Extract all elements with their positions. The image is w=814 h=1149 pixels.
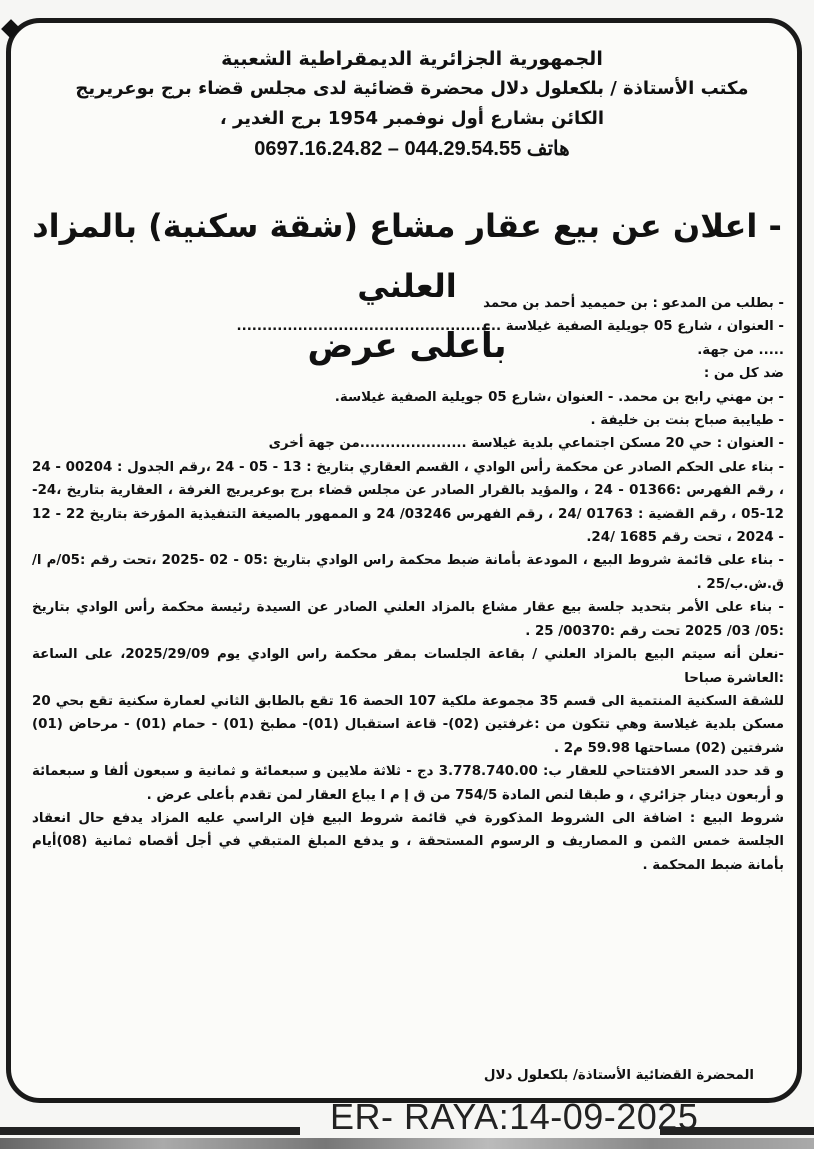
office-phone: هاتف 044.29.54.55 – 0697.16.24.82	[254, 138, 570, 160]
notice-paragraph: للشقة السكنية المنتمية الى قسم 35 مجموعة ملكية 107 الحصة 16 تقع بالطابق الثاني لعمارة سكنية تقع بحي 20 مسكن بلدية غيلاسة وهي تتكون من :غرفتين (02)- قاعة استقبال (01)- مطبخ (01) - حمام (01) - مرحاض (01) شرفتين (02) مساحتها 59.98 م2 .	[32, 693, 784, 756]
notice-paragraph: -نعلن أنه سيتم البيع بالمزاد العلني / بقاعة الجلسات بمقر محكمة راس الوادي يوم 2025/29/09، على الساعة :العاشرة صباحا	[32, 647, 784, 686]
title-line-1: - اعلان عن بيع عقار مشاع (شقة سكنية) بالمزاد العلني	[32, 207, 782, 305]
notice-paragraph: شروط البيع : اضافة الى الشروط المذكورة في قائمة شروط البيع فإن الراسي عليه المزاد يدفع حال انعقاد الجلسة خمس الثمن و المصاريف و الرسوم المستحقة ، و يدفع المبلغ المتبقي في أجل أقصاه ثمانية (08)أيام بأمانة ضبط المحكمة .	[32, 810, 784, 873]
footer-rule-left	[0, 1127, 300, 1135]
notice-paragraph: - بناء على الحكم الصادر عن محكمة رأس الوادي ، القسم العقاري بتاريخ : 13 - 05 - 24 ،رقم الجدول : 00204 - 24 ، رقم الفهرس :01366 - 24 ، والمؤيد بالقرار الصادر عن مجلس قضاء برج بوعريريج الغرفة ، العقارية بتاريخ ،24-12-05 ، رقم القضية : 01763 /24 ، رقم الفهرس 03246/ 24 و الممهور بالصيغة التنفيذية المؤرخة بتاريخ 22 - 12 - 2024 ، تحت رقم 1685 /24.	[32, 459, 785, 546]
notice-paragraph: و قد حدد السعر الافتتاحي للعقار ب: 3.778.740.00 دج - ثلاثة ملايين و سبعمائة و ثمانية و سبعون ألفا و سبعمائة و أربعون دينار جزائري ، و طبقا لنص المادة 754/5 من ق إ م ا يباع العقار لمن تقدم بأعلى عرض .	[32, 764, 785, 803]
notice-paragraph: ..... من جهة.	[697, 342, 784, 358]
notice-body	[32, 292, 784, 877]
office-address: الكائن بشارع أول نوفمبر 1954 برج الغدير ،	[219, 108, 605, 129]
notice-paragraph: - بن مهني رابح بن محمد. - العنوان ،شارع 05 جويلية الصفية غيلاسة.	[334, 389, 784, 405]
document-header	[40, 44, 784, 164]
notice-paragraph: - العنوان : حي 20 مسكن اجتماعي بلدية غيلاسة .....................من جهة أخرى	[268, 436, 784, 452]
office-name: مكتب الأستاذة / بلكعلول دلال محضرة قضائية لدى مجلس قضاء برج بوعريريج	[75, 78, 749, 99]
notice-paragraph: - بناء على الأمر بتحديد جلسة بيع عقار مشاع بالمزاد العلني الصادر عن السيدة رئيسة محكمة رأس الوادي بتاريخ :05/ 03/ 2025 تحت رقم :00370/ 25 .	[32, 600, 784, 639]
publication-stamp: ER- RAYA:14-09-2025	[330, 1096, 699, 1137]
scan-edge-strip	[0, 1138, 814, 1149]
bailiff-signature: المحضرة القضائية الأستاذة/ بلكعلول دلال	[483, 1068, 754, 1083]
title-line-2: بأعلى عرض	[307, 326, 507, 366]
notice-paragraph: ضد كل من :	[703, 366, 784, 382]
notice-paragraph: - طيايبة صباح بنت بن خليفة .	[590, 413, 784, 429]
notice-paragraph: - بطلب من المدعو : بن حميميد أحمد بن محمد	[483, 296, 784, 311]
notice-paragraph: - بناء على قائمة شروط البيع ، المودعة بأمانة ضبط محكمة راس الوادي بتاريخ :05 - 02 -2025 ،تحت رقم :05/م ا/ق.ش.ب/25 .	[32, 553, 784, 592]
notice-paragraph: - العنوان ، شارع 05 جويلية الصفية غيلاسة ....................................................	[236, 319, 784, 335]
republic-name: الجمهورية الجزائرية الديمقراطية الشعبية	[221, 48, 603, 70]
